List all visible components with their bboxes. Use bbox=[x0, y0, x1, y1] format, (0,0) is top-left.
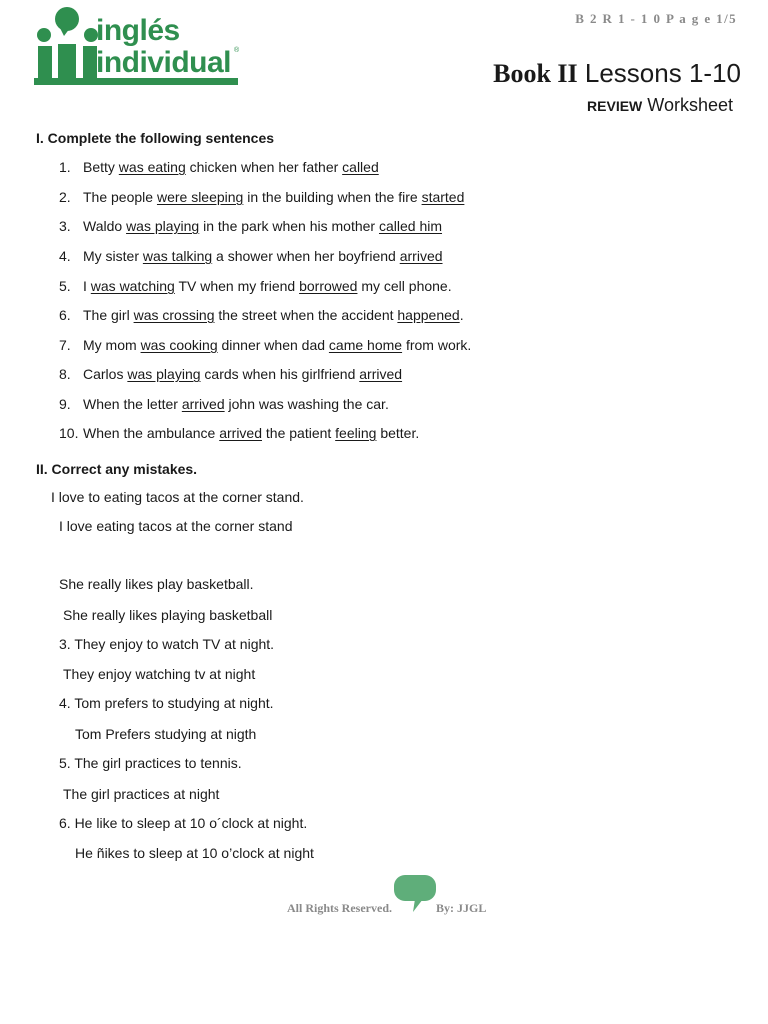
sentence-text: chicken when her father bbox=[185, 159, 343, 175]
sentence-text: in the park when his mother bbox=[199, 218, 379, 234]
item-number: 3. bbox=[59, 218, 71, 234]
sentence-text: TV when my friend bbox=[174, 278, 300, 294]
answer-underlined: was playing bbox=[127, 366, 201, 382]
footer-rights: All Rights Reserved. bbox=[287, 901, 392, 915]
sentence-text: My mom bbox=[83, 337, 141, 353]
sentence-text: I bbox=[83, 278, 91, 294]
answer-line: He ñikes to sleep at 10 o’clock at night bbox=[75, 845, 314, 861]
sentence-text: My sister bbox=[83, 248, 143, 264]
title-book: Book II bbox=[493, 59, 578, 88]
speech-bubble-icon bbox=[393, 874, 437, 914]
sentence-text: cards when his girlfriend bbox=[200, 366, 360, 382]
answer-underlined: arrived bbox=[181, 396, 225, 412]
sentence-item bbox=[59, 307, 464, 323]
exercise-line: 4. Tom prefers to studying at night. bbox=[59, 695, 274, 711]
sentence-text: a shower when her boyfriend bbox=[212, 248, 400, 264]
title-lessons: Lessons 1-10 bbox=[584, 58, 741, 88]
answer-underlined: were sleeping bbox=[156, 189, 244, 205]
sentence-text: When the ambulance bbox=[83, 425, 220, 441]
sentence-item bbox=[59, 159, 379, 175]
answer-underlined: arrived bbox=[219, 425, 262, 441]
svg-text:®: ® bbox=[234, 47, 240, 54]
answer-line: I love eating tacos at the corner stand bbox=[59, 518, 293, 534]
sentence-text: the street when the accident bbox=[214, 307, 398, 323]
answer-underlined: called him bbox=[378, 218, 443, 234]
answer-underlined: arrived bbox=[399, 248, 443, 264]
answer-line: They enjoy watching tv at night bbox=[63, 666, 256, 682]
sentence-item bbox=[59, 189, 464, 205]
item-number: 2. bbox=[59, 189, 71, 205]
subtitle-worksheet: Worksheet bbox=[647, 95, 733, 115]
item-number: 4. bbox=[59, 248, 71, 264]
answer-underlined: called bbox=[342, 159, 379, 175]
exercise-line: 5. The girl practices to tennis. bbox=[59, 755, 242, 771]
sentence-item bbox=[59, 278, 452, 294]
sentence-text: The people bbox=[83, 189, 157, 205]
answer-underlined: came home bbox=[328, 337, 403, 353]
sentence-item bbox=[59, 396, 389, 412]
answer-underlined: was talking bbox=[142, 248, 213, 264]
item-number: 8. bbox=[59, 366, 71, 382]
item-number: 7. bbox=[59, 337, 71, 353]
answer-underlined: was playing bbox=[126, 218, 200, 234]
sentence-text: the patient bbox=[262, 425, 336, 441]
item-number: 6. bbox=[59, 307, 71, 323]
sentence-text: Carlos bbox=[83, 366, 128, 382]
answer-underlined: was watching bbox=[90, 278, 175, 294]
page-subtitle bbox=[587, 95, 733, 116]
sentence-item bbox=[59, 337, 471, 353]
logo-line-1: inglés bbox=[96, 14, 180, 47]
sentence-text: in the building when the fire bbox=[243, 189, 422, 205]
sentence-text: The girl bbox=[83, 307, 134, 323]
page-reference: B 2 R 1 - 1 0 P a g e 1/5 bbox=[575, 11, 737, 26]
sentence-text: better. bbox=[376, 425, 420, 441]
section-2-title: II. Correct any mistakes. bbox=[36, 461, 198, 477]
answer-underlined: started bbox=[421, 189, 465, 205]
sentence-text: john was washing the car. bbox=[224, 396, 389, 412]
sentence-item bbox=[59, 248, 443, 264]
exercise-line: She really likes play basketball. bbox=[59, 576, 254, 592]
answer-underlined: arrived bbox=[359, 366, 403, 382]
item-number: 5. bbox=[59, 278, 71, 294]
sentence-text: Waldo bbox=[83, 218, 127, 234]
item-number: 10. bbox=[59, 425, 79, 441]
subtitle-review: REVIEW bbox=[587, 98, 643, 114]
answer-underlined: was crossing bbox=[133, 307, 215, 323]
sentence-text: my cell phone. bbox=[357, 278, 452, 294]
answer-line: She really likes playing basketball bbox=[63, 607, 273, 623]
item-number: 9. bbox=[59, 396, 71, 412]
footer-author: By: JJGL bbox=[436, 901, 487, 915]
sentence-item bbox=[59, 366, 402, 382]
sentence-text: When the letter bbox=[83, 396, 182, 412]
item-number: 1. bbox=[59, 159, 71, 175]
page-title bbox=[493, 58, 741, 89]
exercise-line: I love to eating tacos at the corner stand. bbox=[51, 489, 304, 505]
section-1-title: I. Complete the following sentences bbox=[36, 130, 275, 146]
answer-underlined: was eating bbox=[118, 159, 186, 175]
sentence-item bbox=[59, 218, 442, 234]
answer-underlined: was cooking bbox=[140, 337, 218, 353]
logo-line-2: individual bbox=[96, 46, 232, 79]
sentence-text: from work. bbox=[402, 337, 472, 353]
sentence-text: Betty bbox=[83, 159, 119, 175]
answer-underlined: borrowed bbox=[299, 278, 358, 294]
answer-underlined: feeling bbox=[335, 425, 377, 441]
sentence-text: dinner when dad bbox=[217, 337, 329, 353]
sentence-item bbox=[59, 425, 419, 441]
exercise-line: 6. He like to sleep at 10 o´clock at night. bbox=[59, 815, 308, 831]
exercise-line: 3. They enjoy to watch TV at night. bbox=[59, 636, 275, 652]
logo bbox=[34, 6, 240, 88]
answer-line: The girl practices at night bbox=[63, 786, 220, 802]
answer-line: Tom Prefers studying at nigth bbox=[75, 726, 257, 742]
answer-underlined: happened bbox=[397, 307, 460, 323]
sentence-text: . bbox=[459, 307, 464, 323]
